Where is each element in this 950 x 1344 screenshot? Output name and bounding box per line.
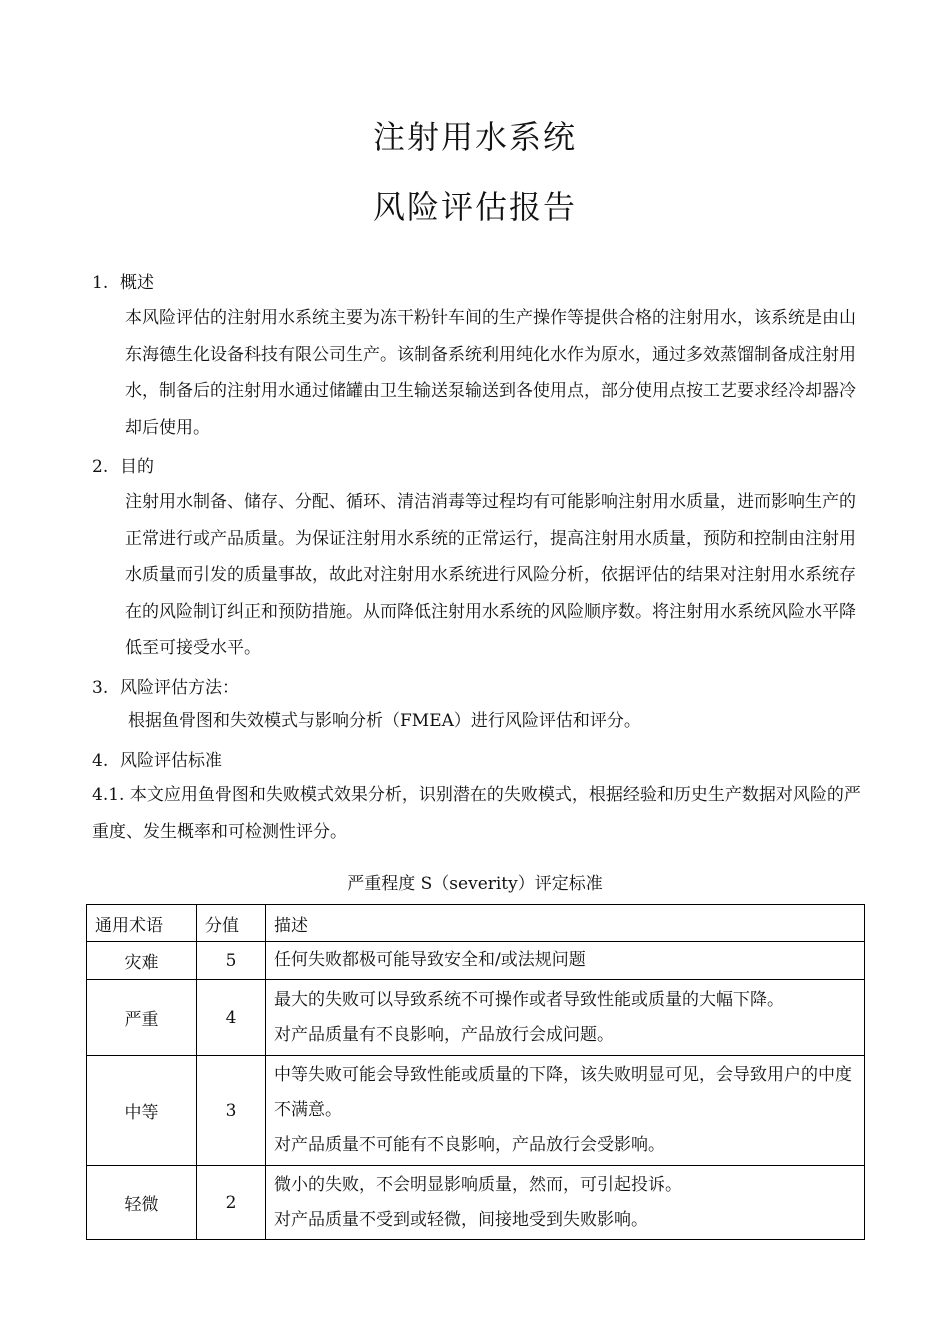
section-3-number: 3. — [92, 678, 109, 698]
row-score: 3 — [197, 1056, 266, 1166]
row-score: 5 — [197, 942, 266, 980]
description-line: 对产品质量有不良影响，产品放行会成问题。 — [274, 1024, 614, 1045]
section-1-number: 1. — [92, 273, 109, 293]
table-row — [87, 942, 865, 980]
description-line: 对产品质量不可能有不良影响，产品放行会受影响。 — [274, 1135, 665, 1155]
row-score: 2 — [197, 1166, 266, 1240]
document-title-line1: 注射用水系统 — [372, 118, 577, 156]
table-caption: 严重程度 S（severity）评定标准 — [347, 874, 603, 894]
description-line: 任何失败都极可能导致安全和/或法规问题 — [274, 950, 586, 970]
row-score: 4 — [197, 980, 266, 1056]
section-4-number: 4. — [92, 751, 109, 771]
row-description — [266, 980, 865, 1056]
row-description — [266, 942, 865, 980]
table-row — [87, 980, 865, 1056]
table-row — [87, 1056, 865, 1166]
section-2-heading — [92, 456, 154, 478]
section-4-1-body: 4.1. 本文应用鱼骨图和失败模式效果分析，识别潜在的失败模式，根据经验和历史生产数据对风险的严重度、发生概率和可检测性评分。 — [92, 785, 861, 842]
section-4-heading — [92, 750, 222, 772]
header-description: 描述 — [266, 905, 865, 942]
section-2-body: 注射用水制备、储存、分配、循环、清洁消毒等过程均有可能影响注射用水质量，进而影响生产的正常进行或产品质量。为保证注射用水系统的正常运行，提高注射用水质量，预防和控制由注射用水质量而引发的质量事故，故此对注射用水系统进行风险分析，依据评估的结果对注射用水系统存在的风险制订纠正和预防措施。从而降低注射用水系统的风险顺序数。将注射用水系统风险水平降低至可接受水平。 — [125, 492, 856, 658]
row-description — [266, 1056, 865, 1166]
section-3-body: 根据鱼骨图和失效模式与影响分析（FMEA）进行风险评估和评分。 — [128, 711, 641, 731]
table-row — [87, 1166, 865, 1240]
section-1-heading — [92, 272, 154, 294]
row-term: 严重 — [87, 980, 197, 1056]
section-2-title: 目的 — [120, 457, 154, 477]
section-1-title: 概述 — [120, 273, 154, 293]
section-3-title: 风险评估方法： — [120, 678, 239, 698]
section-3-heading — [92, 677, 239, 699]
description-line: 中等失败可能会导致性能或质量的下降，该失败明显可见，会导致用户的中度不满意。 — [274, 1065, 852, 1120]
row-term: 中等 — [87, 1056, 197, 1166]
document-title-line2: 风险评估报告 — [372, 188, 577, 226]
section-1-body: 本风险评估的注射用水系统主要为冻干粉针车间的生产操作等提供合格的注射用水，该系统是由山东海德生化设备科技有限公司生产。该制备系统利用纯化水作为原水，通过多效蒸馏制备成注射用水，制备后的注射用水通过储罐由卫生输送泵输送到各使用点，部分使用点按工艺要求经冷却器冷却后使用。 — [125, 308, 856, 438]
description-line: 对产品质量不受到或轻微，间接地受到失败影响。 — [274, 1209, 648, 1230]
row-term: 轻微 — [87, 1166, 197, 1240]
description-line: 微小的失败，不会明显影响质量，然而，可引起投诉。 — [274, 1174, 682, 1195]
row-term: 灾难 — [87, 942, 197, 980]
table-header-row — [87, 905, 865, 942]
header-score: 分值 — [197, 905, 266, 942]
description-line: 最大的失败可以导致系统不可操作或者导致性能或质量的大幅下降。 — [274, 989, 784, 1010]
severity-table — [86, 904, 865, 1240]
row-description — [266, 1166, 865, 1240]
section-2-number: 2. — [92, 457, 109, 477]
section-4-title: 风险评估标准 — [120, 751, 222, 771]
header-term: 通用术语 — [87, 905, 197, 942]
